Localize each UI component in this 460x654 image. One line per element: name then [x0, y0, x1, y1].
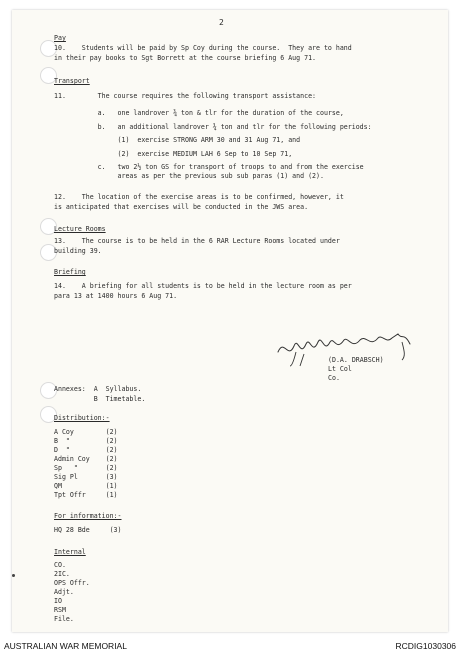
transport-heading: Transport [54, 77, 90, 85]
para-11-item-a: a. one landrover ¾ ton & tlr for the duration of the course, [54, 109, 344, 117]
para-11-sub-2: (2) exercise MEDIUM LAH 6 Sep to 10 Sep 71, [54, 150, 293, 158]
internal-item: OPS Offr. [54, 579, 90, 587]
internal-heading: Internal [54, 548, 86, 556]
annex-b: B Timetable. [54, 395, 146, 403]
signatory-name: (D.A. DRABSCH) [328, 356, 384, 364]
margin-mark [12, 574, 15, 577]
distribution-item: B " (2) [54, 437, 118, 445]
para-11-sub-1: (1) exercise STRONG ARM 30 and 31 Aug 71, and [54, 136, 301, 144]
annex-a: Annexes: A Syllabus. [54, 385, 142, 393]
distribution-item: Sig Pl (3) [54, 473, 118, 481]
distribution-heading: Distribution:- [54, 414, 110, 422]
information-heading: For information:- [54, 512, 122, 520]
page-number: 2 [219, 18, 224, 27]
distribution-item: Tpt Offr (1) [54, 491, 118, 499]
distribution-item: D " (2) [54, 446, 118, 454]
para-12-line-1: 12. The location of the exercise areas is to be confirmed, however, it [54, 193, 344, 201]
para-11-item-c-cont: areas as per the previous sub sub paras (1) and (2). [54, 172, 324, 180]
distribution-item: QM (1) [54, 482, 118, 490]
para-11-line-1: 11. The course requires the following transport assistance: [54, 92, 317, 100]
lecture-rooms-heading: Lecture Rooms [54, 225, 106, 233]
internal-item: IO [54, 597, 62, 605]
para-13-line-2: building 39. [54, 247, 102, 255]
internal-item: CO. [54, 561, 66, 569]
document-page [12, 10, 448, 632]
pay-heading: Pay [54, 34, 66, 42]
distribution-item: Sp " (2) [54, 464, 118, 472]
para-12-line-2: is anticipated that exercises will be conducted in the JWS area. [54, 203, 309, 211]
distribution-item: A Coy (2) [54, 428, 118, 436]
archive-reference: RCDIG1030306 [395, 641, 456, 651]
archive-credit: AUSTRALIAN WAR MEMORIAL [4, 641, 127, 651]
para-13-line-1: 13. The course is to be held in the 6 RAR Lecture Rooms located under [54, 237, 340, 245]
internal-item: RSM [54, 606, 66, 614]
para-11-item-b: b. an additional landrover ¾ ton and tlr for the following periods: [54, 123, 372, 131]
signatory-appointment: Co. [328, 374, 340, 382]
internal-item: 2IC. [54, 570, 70, 578]
information-item: HQ 28 Bde (3) [54, 526, 122, 534]
para-14-line-2: para 13 at 1400 hours 6 Aug 71. [54, 292, 178, 300]
para-10-line-1: 10. Students will be paid by Sp Coy during the course. They are to hand [54, 44, 352, 52]
signatory-rank: Lt Col [328, 365, 352, 373]
distribution-item: Admin Coy (2) [54, 455, 118, 463]
para-10-line-2: in their pay books to Sgt Borrett at the course briefing 6 Aug 71. [54, 54, 317, 62]
internal-item: File. [54, 615, 74, 623]
briefing-heading: Briefing [54, 268, 86, 276]
para-14-line-1: 14. A briefing for all students is to be held in the lecture room as per [54, 282, 352, 290]
para-11-item-c: c. two 2½ ton GS for transport of troops to and from the exercise [54, 163, 364, 171]
internal-item: Adjt. [54, 588, 74, 596]
